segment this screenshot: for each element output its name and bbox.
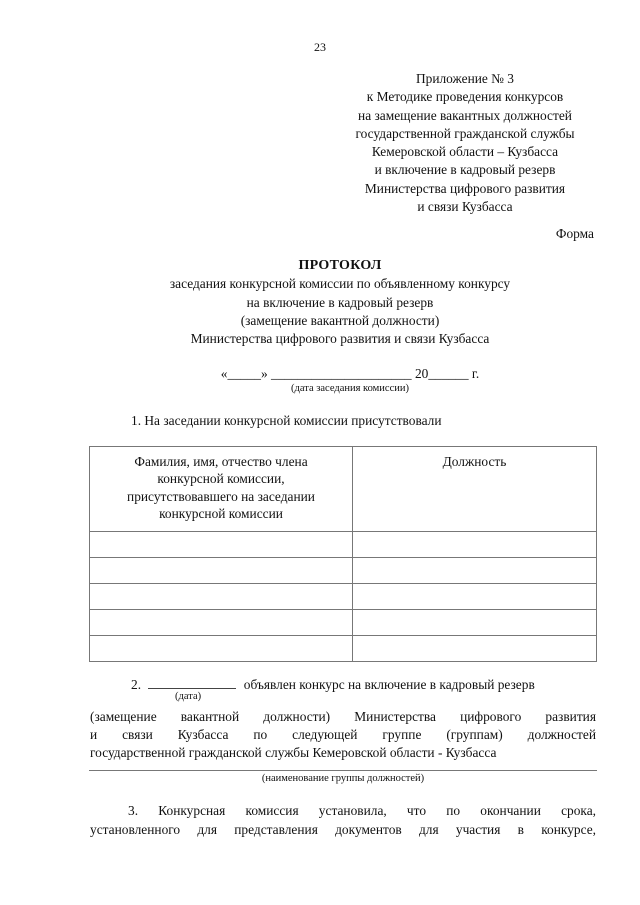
table-cell-name[interactable] [90,610,353,636]
section-2-body-line: (замещение вакантной должности) Министерства цифрового развития [90,709,596,724]
table-row [90,558,597,584]
meeting-date-caption: (дата заседания комиссии) [291,383,409,394]
table-row [90,610,597,636]
section-2-number: 2. [131,677,142,692]
protocol-subtitle-line: (замещение вакантной должности) [240,312,440,328]
header-full-name-line: конкурсной комиссии [159,506,283,522]
appendix-line: на замещение вакантных должностей [358,107,572,123]
appendix-line: к Методике проведения конкурсов [366,89,564,105]
protocol-title: ПРОТОКОЛ [298,258,382,273]
appendix-line: государственной гражданской службы [355,125,575,141]
members-table-header [90,447,597,532]
section-2-body-line: государственной гражданской службы Кемеровской области - Кузбасса [90,745,497,760]
table-cell-position[interactable] [353,558,597,584]
members-table [89,446,597,662]
position-group-field[interactable] [89,770,597,771]
section-1-heading: 1. На заседании конкурсной комиссии присутствовали [131,413,442,428]
table-cell-position[interactable] [353,610,597,636]
appendix-block [335,70,595,216]
header-full-name-line: Фамилия, имя, отчество члена [134,454,308,469]
page-number: 23 [314,40,326,54]
table-cell-position[interactable] [353,636,597,662]
table-cell-name[interactable] [90,558,353,584]
protocol-subtitle-line: Министерства цифрового развития и связи Кузбасса [190,331,490,347]
table-row [90,584,597,610]
appendix-line: Министерства цифрового развития [364,180,566,196]
announcement-date-field[interactable] [148,676,236,689]
table-cell-position[interactable] [353,532,597,558]
appendix-line: Приложение № 3 [415,71,515,86]
header-full-name [90,447,353,532]
protocol-subtitle-line: на включение в кадровый резерв [246,294,434,310]
table-cell-name[interactable] [90,636,353,662]
announcement-date-caption: (дата) [175,691,202,702]
table-cell-name[interactable] [90,584,353,610]
header-full-name-line: конкурсной комиссии, [157,471,285,487]
table-row [90,532,597,558]
table-cell-name[interactable] [90,532,353,558]
form-label: Форма [555,226,594,241]
appendix-line: и включение в кадровый резерв [374,162,556,178]
section-3-line: установленного для представления документов для участия в конкурсе, [90,822,596,837]
appendix-line: и связи Кузбасса [417,199,513,215]
position-group-caption: (наименование группы должностей) [261,773,425,784]
header-position: Должность [353,447,597,532]
section-2-text: объявлен конкурс на включение в кадровый резерв [243,677,535,692]
section-2-body-line: и связи Кузбасса по следующей группе (группам) должностей [90,727,596,742]
protocol-title-block [80,257,600,348]
header-full-name-line: присутствовавшего на заседании [127,488,315,504]
appendix-line: Кемеровской области – Кузбасса [371,144,559,160]
section-3-line: 3. Конкурсная комиссия установила, что по окончании срока, [128,803,596,818]
protocol-subtitle-line: заседания конкурсной комиссии по объявленному конкурсу [169,276,511,292]
meeting-date-field[interactable]: «_____» _____________________ 20______ г. [220,366,480,381]
table-cell-position[interactable] [353,584,597,610]
table-row [90,636,597,662]
